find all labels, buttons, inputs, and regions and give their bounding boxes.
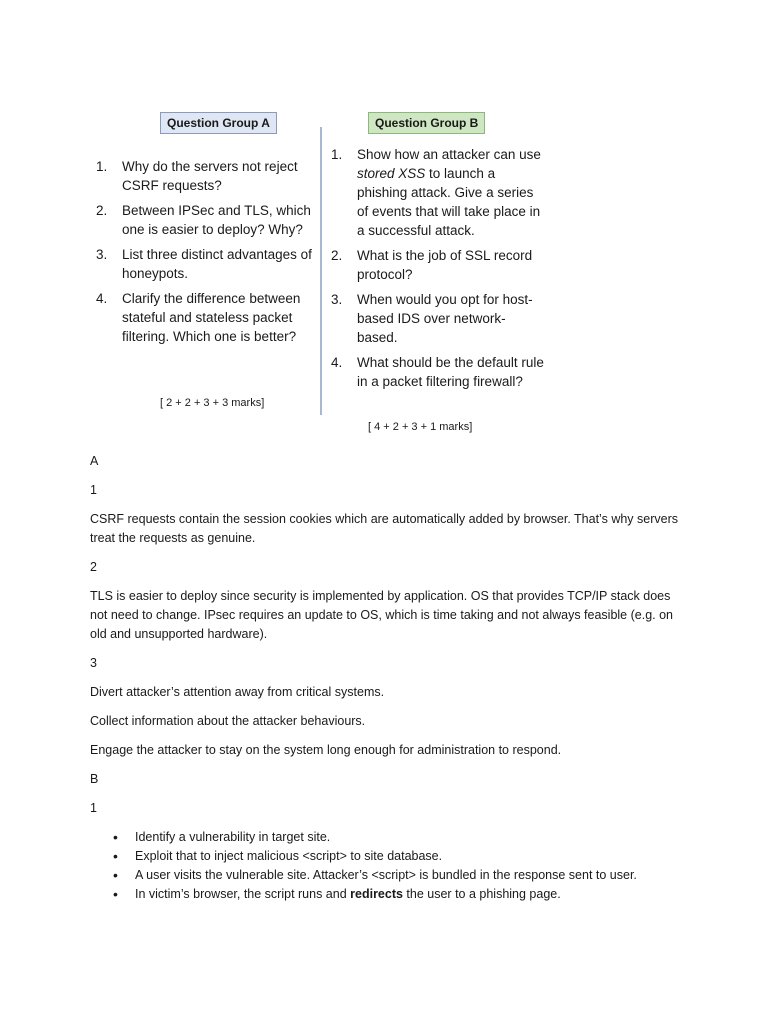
group-a-question-list xyxy=(96,157,318,352)
question-group-b-label: Question Group B xyxy=(368,112,485,134)
bullet-item: • In victim’s browser, the script runs and redirects the user to a phishing page. xyxy=(135,885,690,904)
question-item: 1. Why do the servers not reject CSRF requests? xyxy=(96,159,298,193)
answer-a3-line: Engage the attacker to stay on the system long enough for administration to respond. xyxy=(90,743,562,757)
answer-a2-text: TLS is easier to deploy since security is implemented by application. OS that provides TCP/IP stack does not need to change. IPsec requires an update to OS, which is time taking and not always feasible (e.g. on old and unsupported hardware). xyxy=(90,589,673,641)
question-item: 2. What is the job of SSL record protocol? xyxy=(331,248,533,282)
group-b-question-list xyxy=(331,145,546,397)
answer-a3-line: Divert attacker’s attention away from critical systems. xyxy=(90,685,385,699)
answer-a1-text: CSRF requests contain the session cookies which are automatically added by browser. That’s why servers treat the requests as genuine. xyxy=(90,512,679,545)
question-item: 2. Between IPSec and TLS, which one is easier to deploy? Why? xyxy=(96,203,311,237)
question-item: 3. List three distinct advantages of honeypots. xyxy=(96,247,312,281)
answer-number: 1 xyxy=(90,801,97,815)
answer-number: 2 xyxy=(90,560,97,574)
question-item: 4. Clarify the difference between stateful and stateless packet filtering. Which one is better? xyxy=(96,291,301,344)
answer-b1-bullet-list xyxy=(90,828,690,904)
answer-number: 1 xyxy=(90,483,97,497)
group-b-marks: [ 4 + 2 + 3 + 1 marks] xyxy=(368,421,473,433)
question-item: 4. What should be the default rule in a packet filtering firewall? xyxy=(331,355,544,389)
column-divider xyxy=(320,127,322,415)
section-heading-b: B xyxy=(90,772,99,786)
bullet-item: • Exploit that to inject malicious <script> to site database. xyxy=(135,847,690,866)
question-item: 3. When would you opt for host-based IDS over network-based. xyxy=(331,292,533,345)
answer-a3-line: Collect information about the attacker behaviours. xyxy=(90,714,366,728)
group-a-marks: [ 2 + 2 + 3 + 3 marks] xyxy=(160,397,265,409)
section-heading-a: A xyxy=(90,454,99,468)
bullet-item: • Identify a vulnerability in target site. xyxy=(135,828,690,847)
question-sheet-image xyxy=(88,105,548,440)
question-group-a-label: Question Group A xyxy=(160,112,277,134)
bullet-item: • A user visits the vulnerable site. Attacker’s <script> is bundled in the response sent to user. xyxy=(135,866,690,885)
question-item: 1. Show how an attacker can use stored XSS to launch a phishing attack. Give a series of events that will take place in a successful attack. xyxy=(331,147,541,238)
answer-number: 3 xyxy=(90,656,97,670)
answers-section xyxy=(90,452,690,904)
